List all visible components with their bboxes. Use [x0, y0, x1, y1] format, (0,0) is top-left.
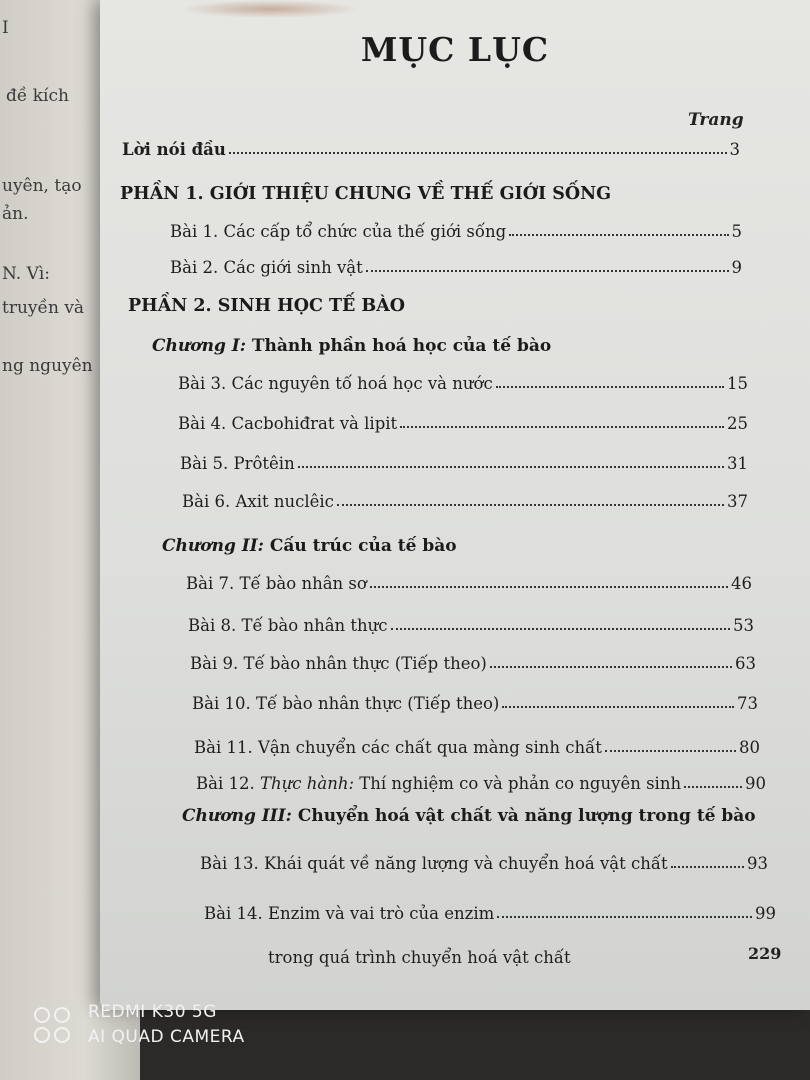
leader-dots: [490, 666, 732, 668]
chapter-heading: [152, 336, 551, 356]
toc-entry-page: 63: [735, 654, 756, 673]
leader-dots: [370, 586, 728, 588]
chapter-title: Thành phần hoá học của tế bào: [251, 336, 552, 356]
toc-entry-preface: [122, 140, 740, 159]
leader-dots: [502, 706, 734, 708]
toc-entry-page: 9: [731, 258, 742, 277]
toc-entry-page: 37: [727, 492, 748, 511]
toc-entry: [194, 738, 760, 757]
toc-entry-label: Bài 6. Axit nuclêic: [182, 492, 334, 511]
toc-entry-page: 99: [755, 904, 776, 923]
chapter-heading: [162, 536, 457, 556]
camera-watermark: [34, 1000, 245, 1050]
practice-label: Thực hành:: [259, 774, 355, 793]
toc-entry-page: 31: [727, 454, 748, 473]
toc-entry-page: 5: [731, 222, 742, 241]
leader-dots: [509, 234, 728, 236]
part-heading: PHẦN 1. GIỚI THIỆU CHUNG VỀ THẾ GIỚI SỐNG: [120, 184, 612, 204]
chapter-prefix: Chương II:: [162, 536, 264, 556]
chapter-heading: [182, 806, 756, 826]
left-page-line: ng nguyên: [2, 356, 93, 376]
toc-entry-label: Bài 1. Các cấp tổ chức của thế giới sống: [170, 222, 507, 241]
toc-entry: [182, 492, 748, 511]
toc-entry-label: Bài 7. Tế bào nhân sơ: [186, 574, 367, 593]
leader-dots: [366, 270, 729, 272]
leader-dots: [337, 504, 724, 506]
leader-dots: [229, 152, 727, 154]
toc-entry-practice: [196, 774, 766, 793]
left-page-line: I: [2, 18, 9, 38]
camera-model: REDMI K30 5G: [88, 1002, 217, 1022]
toc-entry: [200, 854, 768, 873]
toc-entry-page: 25: [727, 414, 748, 433]
toc-entry-label: Bài 4. Cacbohiđrat và lipit: [178, 414, 398, 433]
camera-watermark-text: [88, 1000, 245, 1050]
part-heading: PHẦN 2. SINH HỌC TẾ BÀO: [128, 296, 406, 316]
toc-entry-page: 73: [737, 694, 758, 713]
toc-entry: [170, 258, 742, 277]
camera-label: AI QUAD CAMERA: [88, 1027, 245, 1047]
leader-dots: [684, 786, 742, 788]
toc-entry: [180, 454, 748, 473]
toc-entry-label: [196, 774, 681, 793]
lesson-title: Thí nghiệm co và phản co nguyên sinh: [359, 774, 682, 793]
chapter-title: Chuyển hoá vật chất và năng lượng trong tế bào: [297, 806, 756, 826]
toc-entry-label: Bài 13. Khái quát về năng lượng và chuyển hoá vật chất: [200, 854, 668, 873]
toc-entry: [178, 414, 748, 433]
toc-entry-label: Bài 3. Các nguyên tố hoá học và nước: [178, 374, 493, 393]
page-number: 229: [748, 944, 782, 963]
toc-entry-label: Bài 10. Tế bào nhân thực (Tiếp theo): [192, 694, 500, 713]
toc-entry-label: Bài 2. Các giới sinh vật: [170, 258, 363, 277]
leader-dots: [605, 750, 736, 752]
toc-entry: [190, 654, 756, 673]
toc-page: [100, 0, 810, 1010]
finger-shadow: [180, 0, 360, 18]
lesson-prefix: Bài 12.: [196, 774, 255, 793]
chapter-prefix: Chương I:: [152, 336, 246, 356]
toc-entry-page: 46: [731, 574, 752, 593]
toc-entry-page: 80: [739, 738, 760, 757]
toc-entry-label: Bài 14. Enzim và vai trò của enzim: [204, 904, 495, 923]
toc-entry: [192, 694, 758, 713]
toc-entry-page: 53: [733, 616, 754, 635]
left-page-line: ản.: [2, 204, 29, 224]
toc-entry-label: Bài 8. Tế bào nhân thực: [188, 616, 388, 635]
leader-dots: [497, 916, 752, 918]
leader-dots: [391, 628, 730, 630]
left-page-line: uyên, tạo: [2, 176, 82, 196]
leader-dots: [400, 426, 724, 428]
toc-entry: [188, 616, 754, 635]
toc-entry: [204, 904, 776, 923]
page-title: MỤC LỤC: [360, 30, 550, 69]
page-column-header: Trang: [688, 110, 744, 130]
leader-dots: [671, 866, 744, 868]
toc-entry-label: Bài 5. Prôtêin: [180, 454, 295, 473]
leader-dots: [298, 466, 724, 468]
toc-entry-page: 3: [729, 140, 740, 159]
chapter-title: Cấu trúc của tế bào: [269, 536, 457, 556]
left-page-line: đề kích: [6, 86, 69, 106]
toc-entry-page: 15: [727, 374, 748, 393]
left-page-line: truyền và: [2, 298, 85, 318]
camera-lens-icon: [34, 1003, 74, 1047]
leader-dots: [496, 386, 724, 388]
toc-entry-label: Bài 11. Vận chuyển các chất qua màng sinh chất: [194, 738, 602, 757]
toc-entry-continuation: trong quá trình chuyển hoá vật chất: [268, 948, 571, 967]
toc-entry-page: 90: [745, 774, 766, 793]
toc-entry: [186, 574, 752, 593]
toc-entry: [178, 374, 748, 393]
chapter-prefix: Chương III:: [182, 806, 292, 826]
toc-entry-label: Lời nói đầu: [122, 140, 226, 159]
toc-entry-label: Bài 9. Tế bào nhân thực (Tiếp theo): [190, 654, 487, 673]
toc-entry-page: 93: [747, 854, 768, 873]
toc-entry: [170, 222, 742, 241]
left-page-line: N. Vì:: [2, 264, 51, 284]
